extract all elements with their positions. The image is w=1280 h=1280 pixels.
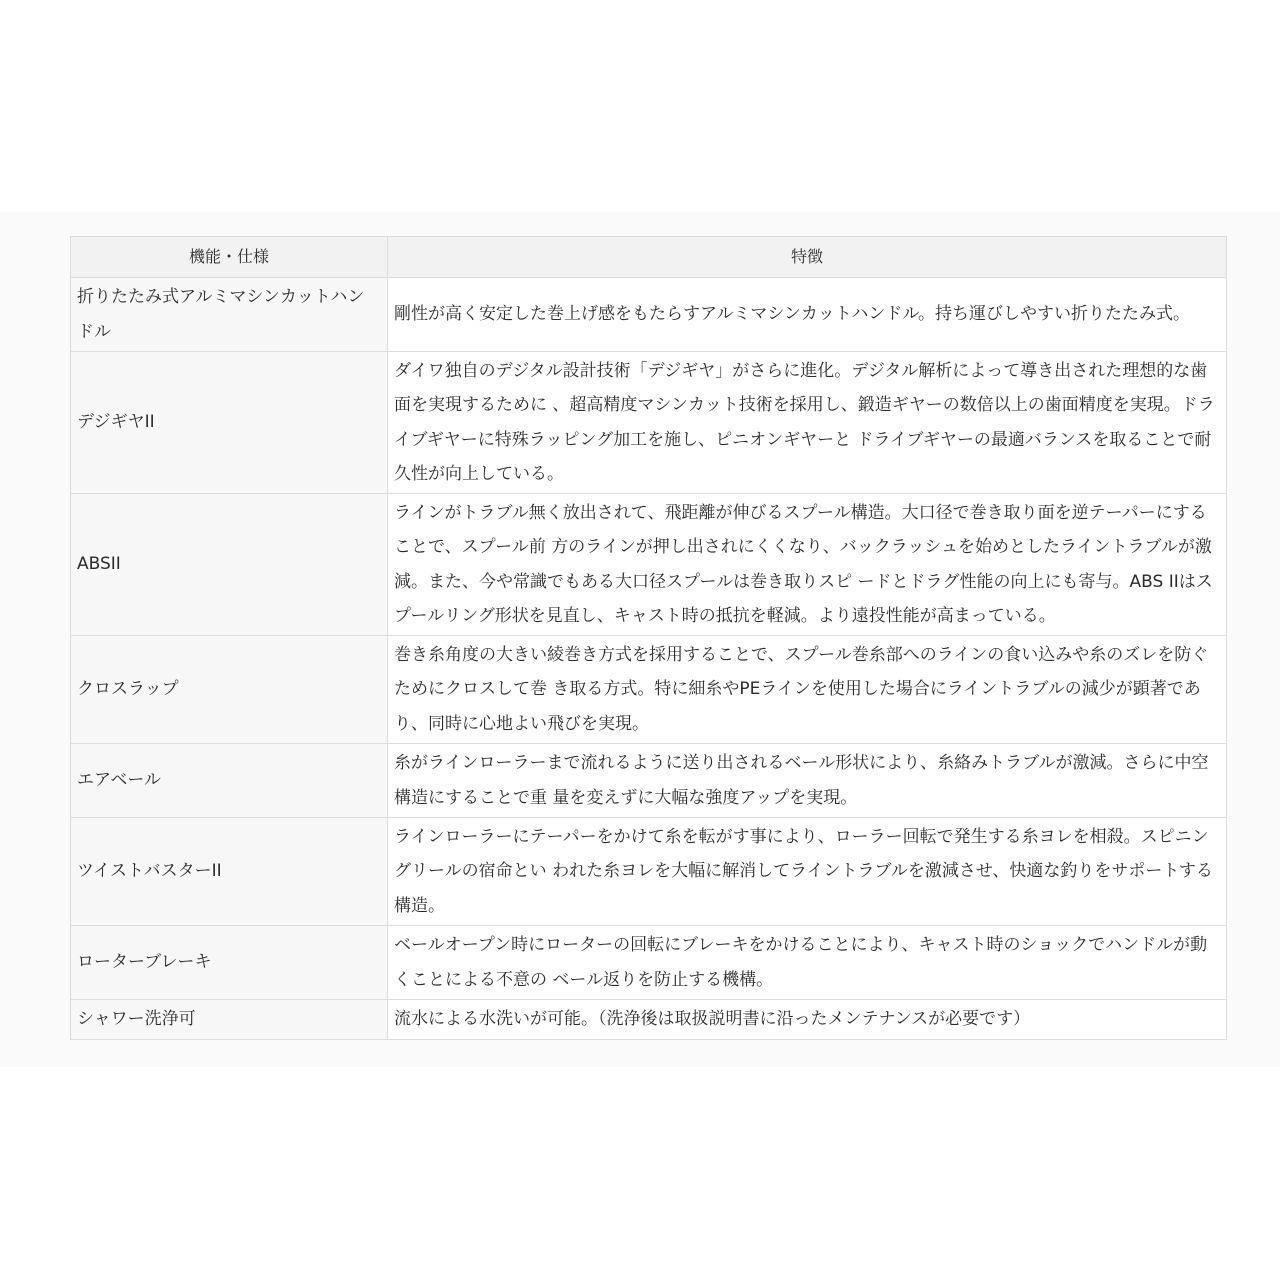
table-header-row: [71, 237, 1227, 278]
table-row: [71, 926, 1227, 1000]
feature-name: デジギヤII: [71, 352, 388, 494]
feature-description: 流水による水洗いが可能。（洗浄後は取扱説明書に沿ったメンテナンスが必要です）: [388, 1000, 1227, 1040]
feature-description: 糸がラインローラーまで流れるように送り出されるベール形状により、糸絡みトラブルが激減。さらに中空構造にすることで重 量を変えずに大幅な強度アップを実現。: [388, 744, 1227, 818]
table-row: [71, 744, 1227, 818]
feature-description: ラインローラーにテーパーをかけて糸を転がす事により、ローラー回転で発生する糸ヨレを相殺。スピニングリールの宿命とい われた糸ヨレを大幅に解消してライントラブルを激減させ、快適な釣りをサポートする構造。: [388, 818, 1227, 926]
feature-description: ダイワ独自のデジタル設計技術「デジギヤ」がさらに進化。デジタル解析によって導き出された理想的な歯面を実現するために 、超高精度マシンカット技術を採用し、鍛造ギヤーの数倍以上の歯面精度を実現。ドライブギヤーに特殊ラッピング加工を施し、ピニオンギヤーと ドライブギヤーの最適バランスを取ることで耐久性が向上している。: [388, 352, 1227, 494]
feature-name: クロスラップ: [71, 636, 388, 744]
feature-description: ラインがトラブル無く放出されて、飛距離が伸びるスプール構造。大口径で巻き取り面を逆テーパーにすることで、スプール前 方のラインが押し出されにくくなり、バックラッシュを始めとしたライントラブルが激減。また、今や常識でもある大口径スプールは巻き取りスピ ードとドラグ性能の向上にも寄与。ABS IIはスプールリング形状を見直し、キャスト時の抵抗を軽減。より遠投性能が高まっている。: [388, 494, 1227, 636]
table-row: [71, 352, 1227, 494]
table-row: [71, 818, 1227, 926]
table-row: [71, 278, 1227, 352]
feature-name: シャワー洗浄可: [71, 1000, 388, 1040]
header-feature: 機能・仕様: [71, 237, 388, 278]
feature-description: 剛性が高く安定した巻上げ感をもたらすアルミマシンカットハンドル。持ち運びしやすい折りたたみ式。: [388, 278, 1227, 352]
feature-name: ローターブレーキ: [71, 926, 388, 1000]
table-row: [71, 494, 1227, 636]
feature-name: ABSII: [71, 494, 388, 636]
feature-description: ベールオープン時にローターの回転にブレーキをかけることにより、キャスト時のショックでハンドルが動くことによる不意の ベール返りを防止する機構。: [388, 926, 1227, 1000]
spec-table: [70, 236, 1227, 1040]
feature-name: ツイストバスターII: [71, 818, 388, 926]
feature-name: 折りたたみ式アルミマシンカットハンドル: [71, 278, 388, 352]
table-row: [71, 1000, 1227, 1040]
feature-description: 巻き糸角度の大きい綾巻き方式を採用することで、スプール巻糸部へのラインの食い込みや糸のズレを防ぐためにクロスして巻 き取る方式。特に細糸やPEラインを使用した場合にライントラブルの減少が顕著であり、同時に心地よい飛びを実現。: [388, 636, 1227, 744]
feature-name: エアベール: [71, 744, 388, 818]
header-description: 特徴: [388, 237, 1227, 278]
table-row: [71, 636, 1227, 744]
